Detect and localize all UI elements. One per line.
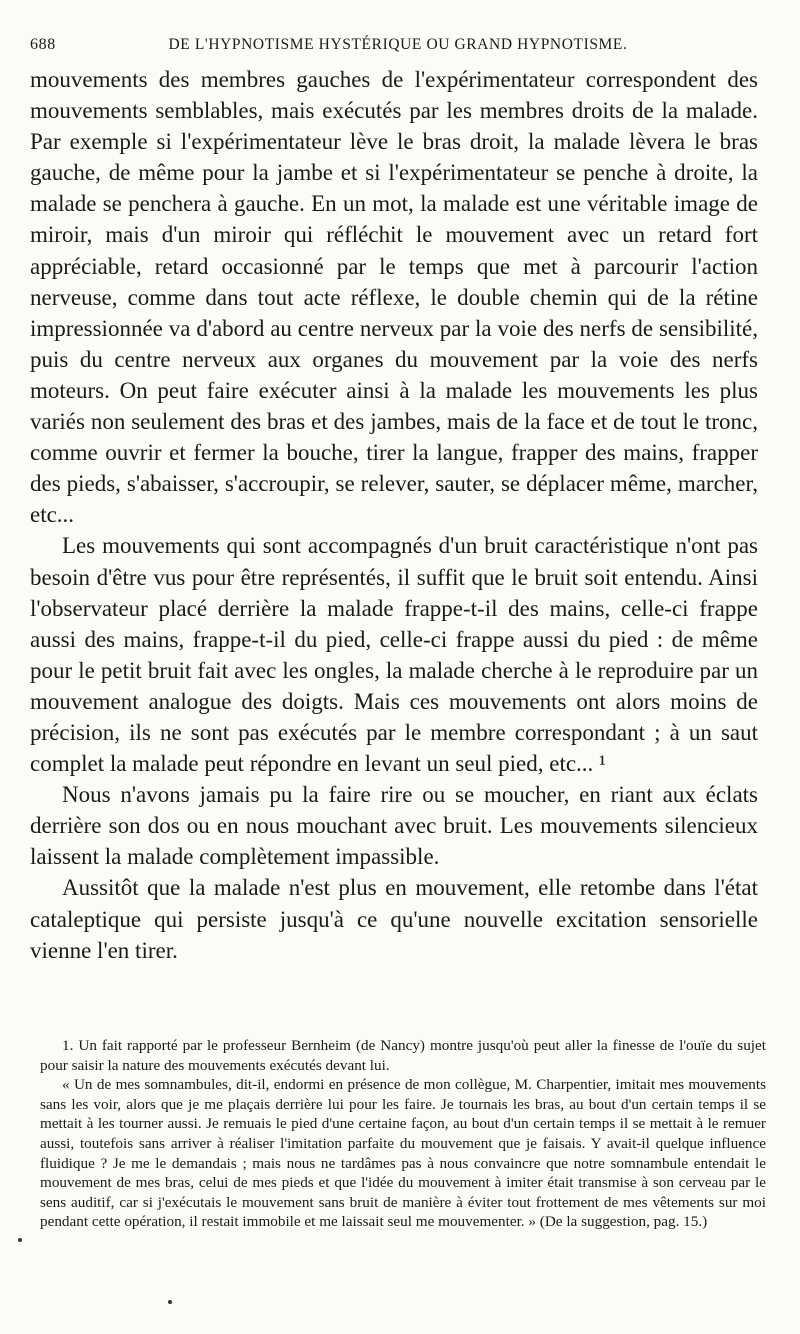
main-text xyxy=(30,64,758,966)
paragraph: Nous n'avons jamais pu la faire rire ou se moucher, en riant aux éclats derrière son dos ou en nous mouchant avec bruit. Les mouvements silencieux laissent la malade complètement impassible. xyxy=(30,782,758,870)
footnote: 1. Un fait rapporté par le professeur Bernheim (de Nancy) montre jusqu'où peut aller la finesse de l'ouïe du sujet pour saisir la nature des mouvements exécutés devant lui. xyxy=(40,1037,766,1074)
footnote-quote: « Un de mes somnambules, dit-il, endormi en présence de mon collègue, M. Charpentier, imitait mes mouvements sans les voir, alors que je me plaçais derrière lui pour les faire. Je tournais les bras, au bout d'un certain temps il se mettait à les tourner aussi. Je remuais le pied d'une certaine façon, au bout d'un certain temps il se mettait à le remuer aussi, toutefois sans arriver à réaliser l'imitation parfaite du mouvement que je faisais. Y avait-il quelque influence fluidique ? Je me le demandais ; mais nous ne tardâmes pas à nous convaincre que notre somnambule entendait le mouvement de mes bras, celui de mes pieds et que l'idée du mouvement à imiter était transmise à son cerveau par le sens auditif, car si j'exécutais le mouvement sans bruit de manière à éviter tout frottement de mes vêtements sur moi pendant cette opération, il restait immobile et me laissait seul me mouvementer. » (De la suggestion, pag. 15.) xyxy=(40,1076,766,1231)
page-header xyxy=(30,36,758,64)
page-number: 688 xyxy=(30,36,56,53)
footnotes xyxy=(40,1036,766,1232)
paragraph: Aussitôt que la malade n'est plus en mouvement, elle retombe dans l'état cataleptique qui persiste jusqu'à ce qu'une nouvelle excitation sensorielle vienne l'en tirer. xyxy=(30,875,758,963)
running-title: DE L'HYPNOTISME HYSTÉRIQUE OU GRAND HYPNOTISME. xyxy=(168,36,628,53)
paragraph: mouvements des membres gauches de l'expérimentateur correspondent des mouvements semblables, mais exécutés par les membres droits de la malade. Par exemple si l'expérimentateur lève le bras droit, la malade lèvera le bras gauche, de même pour la jambe et si l'expérimentateur se penche à droite, la malade se penchera à gauche. En un mot, la malade est une véritable image de miroir, mais d'un miroir qui réfléchit le mouvement avec un retard fort appréciable, retard occasionné par le temps que met à parcourir l'action nerveuse, comme dans tout acte réflexe, le double chemin qui de la rétine impressionnée va d'abord au centre nerveux par la voie des nerfs de sensibilité, puis du centre nerveux aux organes du mouvement par la voie des nerfs moteurs. On peut faire exécuter ainsi à la malade les mouvements les plus variés non seulement des bras et des jambes, mais de la face et de tout le tronc, comme ouvrir et fermer la bouche, tirer la langue, frapper des mains, frapper des pieds, s'abaisser, s'accroupir, se relever, sauter, se déplacer même, marcher, etc... xyxy=(30,67,758,528)
print-speck xyxy=(168,1300,172,1304)
paragraph: Les mouvements qui sont accompagnés d'un bruit caractéristique n'ont pas besoin d'être vus pour être représentés, il suffit que le bruit soit entendu. Ainsi l'observateur placé derrière la malade frappe-t-il des mains, celle-ci frappe aussi des mains, frappe-t-il du pied, celle-ci frappe aussi du pied : de même pour le petit bruit fait avec les ongles, la malade cherche à le reproduire par un mouvement analogue des doigts. Mais ces mouvements ont alors moins de précision, ils ne sont pas exécutés par le membre correspondant ; à un saut complet la malade peut répondre en levant un seul pied, etc... ¹ xyxy=(30,533,758,777)
print-speck xyxy=(18,1238,22,1242)
